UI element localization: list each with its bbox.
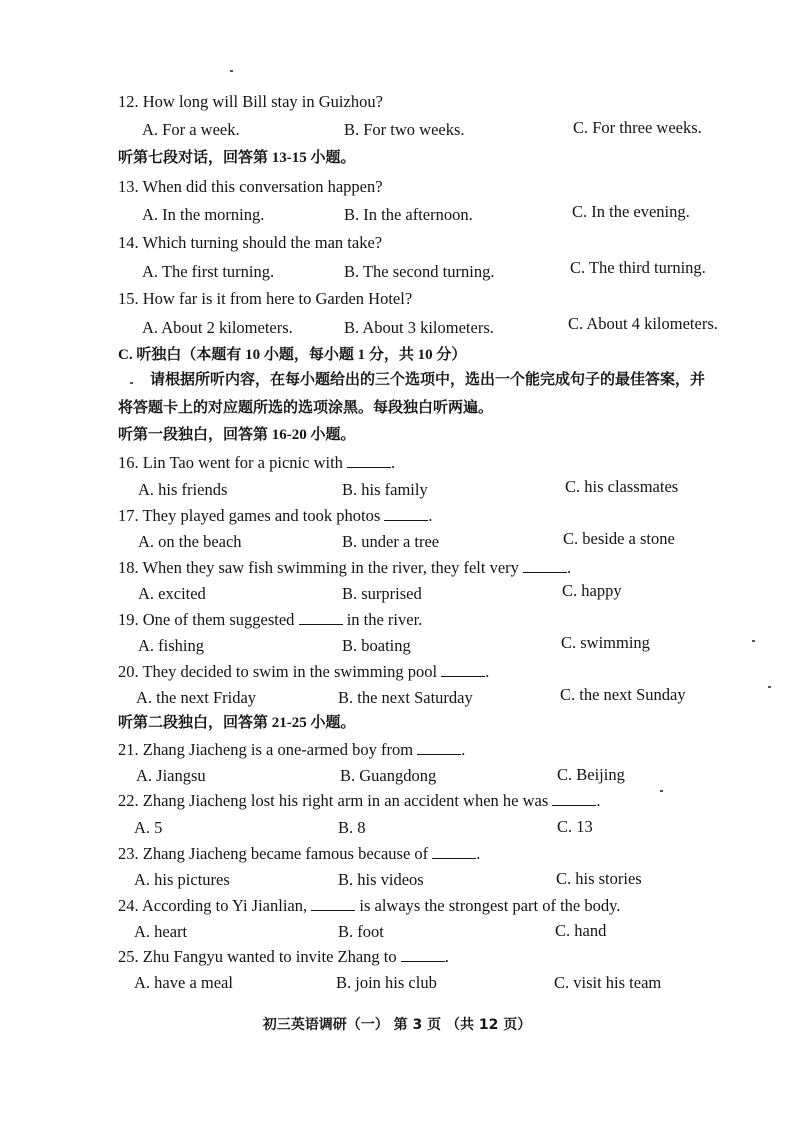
option-23c: C. his stories [556,869,642,888]
question-22: 22. Zhang Jiacheng lost his right arm in an accident when he was . [118,791,601,810]
question-24: 24. According to Yi Jianlian, is always the strongest part of the body. [118,896,621,915]
option-15a: A. About 2 kilometers. [142,318,293,337]
option-24a: A. heart [134,922,188,941]
option-21a: A. Jiangsu [136,766,206,785]
option-16a: A. his friends [138,480,228,499]
answer-blank [441,662,485,677]
option-22b: B. 8 [338,818,366,837]
scan-speck [660,790,663,792]
option-15b: B. About 3 kilometers. [344,318,494,337]
option-23b: B. his videos [338,870,424,889]
option-16c: C. his classmates [565,477,679,496]
option-25a: A. have a meal [134,973,233,992]
option-18a: A. excited [138,584,206,603]
option-12b: B. For two weeks. [344,120,465,139]
answer-blank [401,947,445,962]
option-13c: C. In the evening. [572,202,690,221]
option-14a: A. The first turning. [142,262,275,281]
option-24c: C. hand [555,921,607,940]
question-15: 15. How far is it from here to Garden Hotel? [118,289,413,308]
section-c-heading: C. 听独白（本题有 10 小题，每小题 1 分，共 10 分） [118,347,467,363]
option-19b: B. boating [342,636,411,655]
scan-speck [230,70,233,72]
question-20: 20. They decided to swim in the swimming pool . [118,662,490,681]
option-17a: A. on the beach [138,532,242,551]
section-instruction-monologue-1: 听第一段独白，回答第 16-20 小题。 [118,427,356,443]
option-12c: C. For three weeks. [573,118,702,137]
section-instruction-monologue-2: 听第二段独白，回答第 21-25 小题。 [118,715,356,731]
option-12a: A. For a week. [142,120,240,139]
scan-speck [130,382,133,384]
question-17: 17. They played games and took photos . [118,506,433,525]
option-20c: C. the next Sunday [560,685,686,704]
option-25b: B. join his club [336,973,437,992]
section-c-instruction-2: 将答题卡上的对应题所选的选项涂黑。每段独白听两遍。 [118,400,494,416]
option-20a: A. the next Friday [136,688,257,707]
section-instruction-dialogue-7: 听第七段对话，回答第 13-15 小题。 [118,150,356,166]
answer-blank [311,896,355,911]
option-21b: B. Guangdong [340,766,437,785]
answer-blank [523,558,567,573]
page-footer: 初三英语调研（一） 第 3 页 （共 12 页） [262,1017,532,1033]
question-18: 18. When they saw fish swimming in the river, they felt very . [118,558,572,577]
option-20b: B. the next Saturday [338,688,473,707]
option-17c: C. beside a stone [563,529,675,548]
option-19c: C. swimming [561,633,650,652]
answer-blank [347,453,391,468]
option-21c: C. Beijing [557,765,625,784]
option-18b: B. surprised [342,584,422,603]
option-19a: A. fishing [138,636,204,655]
option-17b: B. under a tree [342,532,440,551]
answer-blank [299,610,343,625]
answer-blank [432,844,476,859]
answer-blank [384,506,428,521]
option-22c: C. 13 [557,817,593,836]
question-23: 23. Zhang Jiacheng became famous because of . [118,844,481,863]
answer-blank [417,740,461,755]
option-23a: A. his pictures [134,870,230,889]
option-16b: B. his family [342,480,428,499]
option-18c: C. happy [562,581,622,600]
question-14: 14. Which turning should the man take? [118,233,383,252]
option-13b: B. In the afternoon. [344,205,473,224]
option-25c: C. visit his team [554,973,662,992]
option-24b: B. foot [338,922,384,941]
section-c-instruction-1: 请根据所听内容，在每小题给出的三个选项中，选出一个能完成句子的最佳答案，并 [150,372,706,388]
answer-blank [552,791,596,806]
option-15c: C. About 4 kilometers. [568,314,718,333]
option-14b: B. The second turning. [344,262,495,281]
option-22a: A. 5 [134,818,163,837]
question-13: 13. When did this conversation happen? [118,177,383,196]
question-21: 21. Zhang Jiacheng is a one-armed boy from . [118,740,466,759]
question-12: 12. How long will Bill stay in Guizhou? [118,92,383,111]
option-14c: C. The third turning. [570,258,706,277]
question-16: 16. Lin Tao went for a picnic with . [118,453,396,472]
question-19: 19. One of them suggested in the river. [118,610,423,629]
scan-speck [768,686,771,688]
option-13a: A. In the morning. [142,205,265,224]
scan-speck [752,640,755,642]
question-25: 25. Zhu Fangyu wanted to invite Zhang to . [118,947,449,966]
